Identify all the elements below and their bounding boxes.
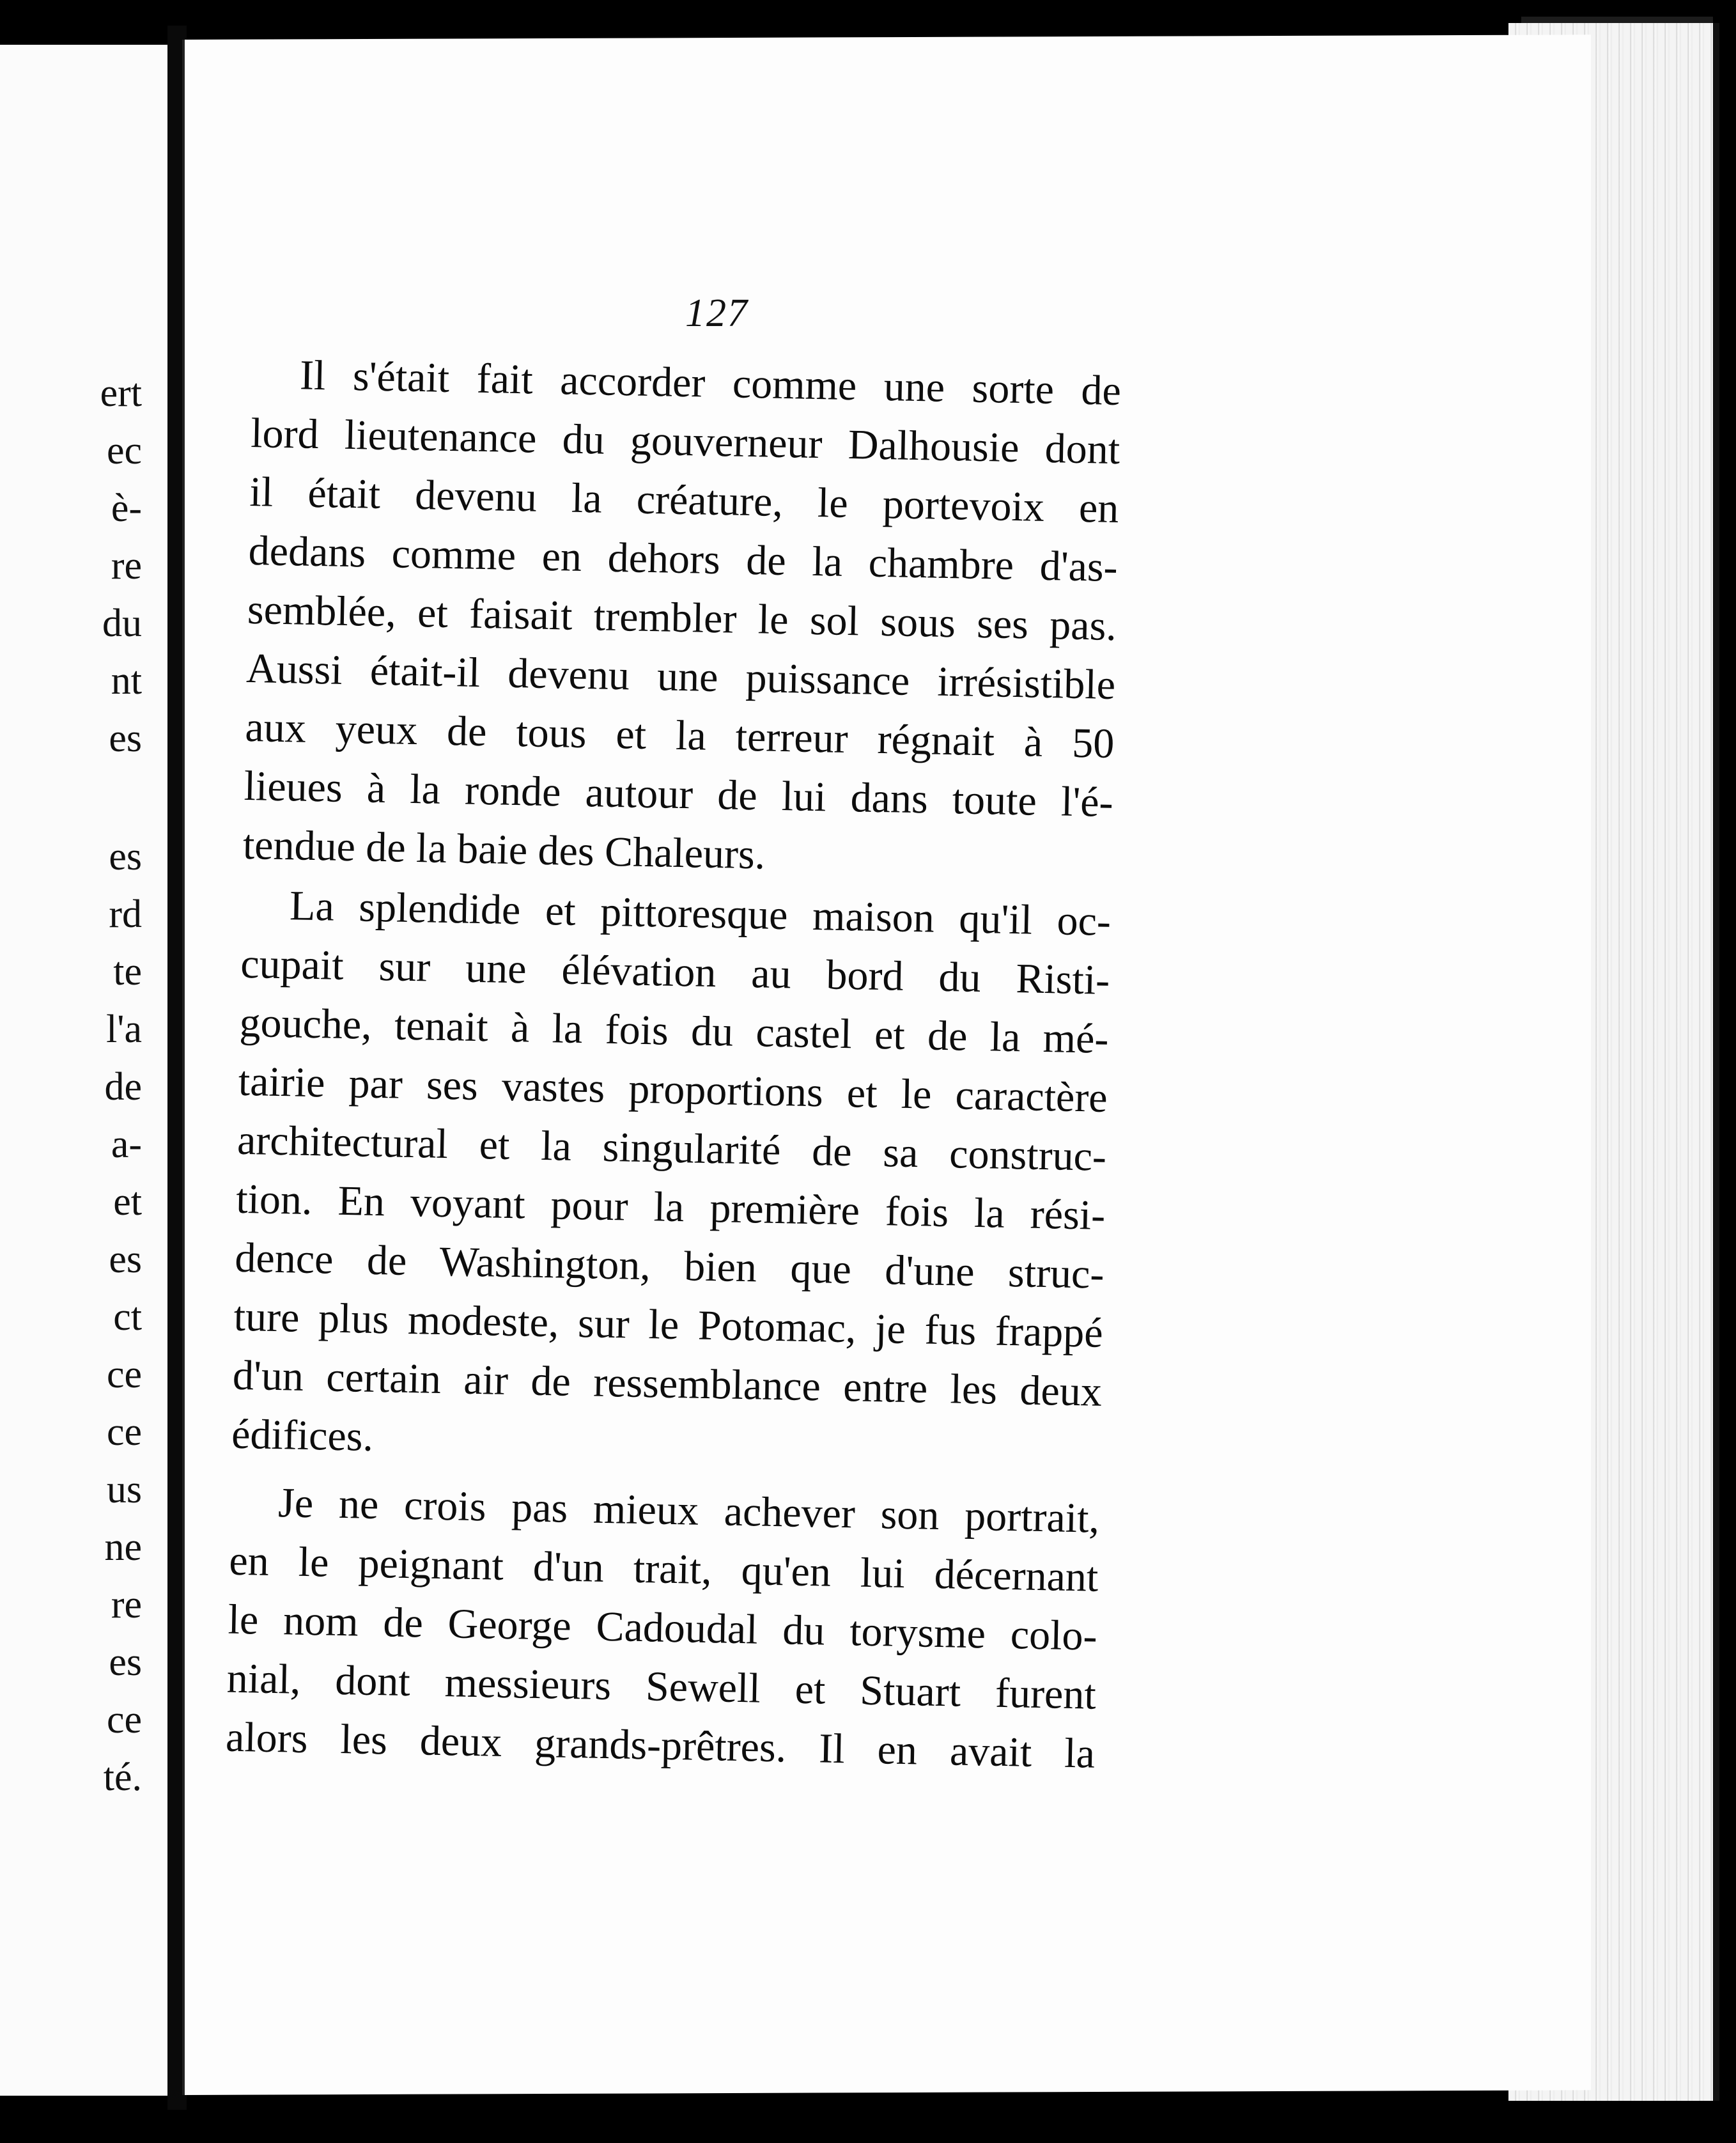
left-page-fragment: es xyxy=(109,717,142,760)
left-page-fragment: ec xyxy=(106,429,142,472)
left-page-fragment: té. xyxy=(103,1756,142,1799)
text-line: dence de Washington, bien que d'une struc- xyxy=(234,1234,1105,1298)
left-page-fragment: rd xyxy=(109,892,142,936)
text-line: tion. En voyant pour la première fois la rési- xyxy=(235,1175,1106,1239)
left-page-fragment: du xyxy=(102,602,142,645)
left-page-fragment: es xyxy=(109,1238,142,1281)
left-page-fragment: ce xyxy=(106,1410,142,1454)
page-body-text xyxy=(225,345,1121,1784)
left-page-fragment: è- xyxy=(111,487,142,530)
left-page-fragment: ne xyxy=(104,1525,142,1569)
text-line: il était devenu la créature, le portevoix en xyxy=(249,468,1120,533)
text-line: nial, dont messieurs Sewell et Stuart furent xyxy=(226,1655,1097,1718)
left-page-fragment: re xyxy=(111,1583,142,1626)
text-line: d'un certain air de ressemblance entre les deux xyxy=(232,1352,1103,1415)
previous-page-fragment xyxy=(0,45,173,2096)
left-page-fragment: re xyxy=(111,544,142,588)
left-page-fragment: de xyxy=(104,1065,142,1109)
paragraph xyxy=(225,1473,1100,1784)
left-page-fragment: te xyxy=(113,950,142,994)
text-line: édifices. xyxy=(231,1410,374,1460)
paragraph xyxy=(242,345,1122,891)
text-line: lieues à la ronde autour de lui dans toute l'é- xyxy=(244,762,1114,826)
left-page-fragment: ert xyxy=(100,371,142,415)
text-line: semblée, et faisait trembler le sol sous ses pas. xyxy=(247,586,1117,650)
left-page-fragment: us xyxy=(106,1468,142,1511)
text-line: Il s'était fait accorder comme une sorte de xyxy=(299,352,1122,415)
left-page-fragment: es xyxy=(109,835,142,878)
text-line: Je ne crois pas mieux achever son portrait, xyxy=(277,1479,1100,1542)
text-line: dedans comme en dehors de la chambre d'as- xyxy=(248,527,1119,591)
left-page-fragment: ct xyxy=(113,1295,142,1339)
left-page-fragment: ce xyxy=(106,1698,142,1742)
text-line: cupait sur une élévation au bord du Risti- xyxy=(240,940,1110,1004)
left-page-fragment: l'a xyxy=(106,1008,142,1051)
left-page-fragment: ce xyxy=(106,1353,142,1396)
text-line: aux yeux de tous et la terreur régnait à 50 xyxy=(244,703,1115,767)
text-line: lord lieutenance du gouverneur Dalhousie dont xyxy=(250,409,1120,474)
text-line: tairie par ses vastes proportions et le caractère xyxy=(238,1057,1108,1121)
left-page-fragment: es xyxy=(109,1640,142,1684)
page-number: 127 xyxy=(685,292,748,335)
text-line: architectural et la singularité de sa construc- xyxy=(236,1116,1107,1180)
text-line: tendue de la baie des Chaleurs. xyxy=(242,821,766,878)
text-line: Aussi était-il devenu une puissance irrésistible xyxy=(245,644,1116,709)
text-line: en le peignant d'un trait, qu'en lui décernant xyxy=(228,1537,1099,1601)
paragraph xyxy=(231,876,1111,1481)
text-line: La splendide et pittoresque maison qu'il oc- xyxy=(289,882,1112,945)
text-line: ture plus modeste, sur le Potomac, je fus frappé xyxy=(233,1293,1104,1357)
text-line: alors les deux grands-prêtres. Il en avait la xyxy=(225,1713,1096,1777)
text-line: le nom de George Cadoudal du torysme colo- xyxy=(228,1596,1098,1660)
text-line: gouche, tenait à la fois du castel et de la mé- xyxy=(238,999,1110,1063)
left-page-fragment: a- xyxy=(111,1123,142,1166)
left-page-fragment: nt xyxy=(111,659,142,703)
left-page-fragment: et xyxy=(113,1180,142,1224)
